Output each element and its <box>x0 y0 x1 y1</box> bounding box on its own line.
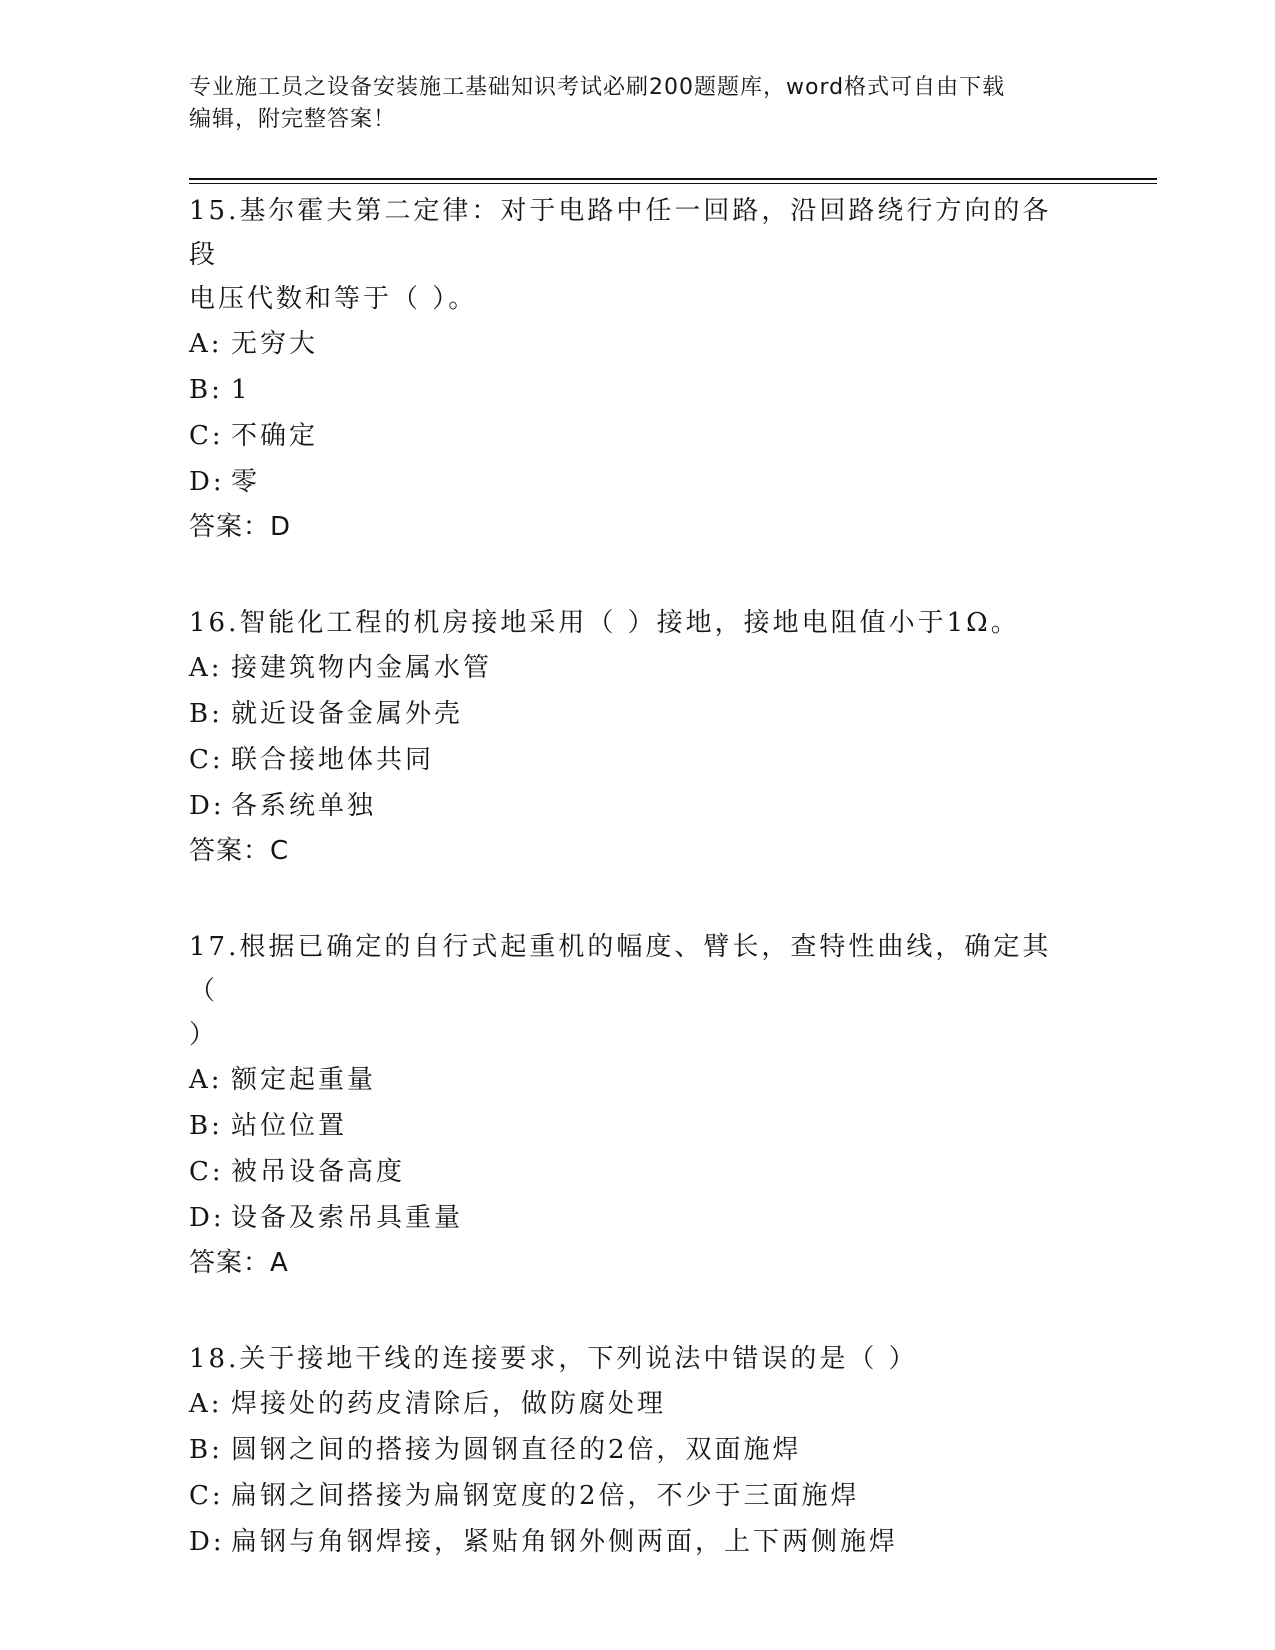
option-c <box>189 1149 1069 1195</box>
option-letter: D: <box>189 1203 225 1233</box>
answer-line: 答案：C <box>189 836 290 866</box>
question-spacer <box>189 549 1069 601</box>
option-d <box>189 1519 1069 1565</box>
option-text: 焊接处的药皮清除后，做防腐处理 <box>231 1389 667 1419</box>
option-d <box>189 459 1069 505</box>
option-text: 不确定 <box>231 421 319 451</box>
option-letter: B: <box>189 375 223 405</box>
option-a <box>189 1057 1069 1103</box>
question-spacer <box>189 873 1069 925</box>
question-stem-continued: 电压代数和等于（ ）。 <box>189 284 478 314</box>
option-text: 额定起重量 <box>231 1065 377 1095</box>
option-letter: B: <box>189 1435 223 1465</box>
option-d <box>189 1195 1069 1241</box>
option-letter: C: <box>189 1157 224 1187</box>
option-c <box>189 1473 1069 1519</box>
option-text: 各系统单独 <box>231 791 377 821</box>
option-b <box>189 367 1069 413</box>
question-spacer <box>189 1285 1069 1337</box>
option-letter: C: <box>189 1481 224 1511</box>
option-letter: D: <box>189 1527 225 1557</box>
question-18 <box>189 1337 1069 1565</box>
option-d <box>189 783 1069 829</box>
answer-line: 答案：D <box>189 512 292 542</box>
option-a <box>189 645 1069 691</box>
option-b <box>189 691 1069 737</box>
question-stem: 16.智能化工程的机房接地采用（ ）接地，接地电阻值小于1Ω。 <box>189 608 1020 638</box>
option-letter: A: <box>189 1065 223 1095</box>
option-text: 站位位置 <box>231 1111 348 1141</box>
option-letter: C: <box>189 421 224 451</box>
document-header <box>189 72 1069 136</box>
option-c <box>189 737 1069 783</box>
option-b <box>189 1427 1069 1473</box>
option-text: 1 <box>231 375 251 405</box>
question-15 <box>189 189 1069 549</box>
question-stem: 15.基尔霍夫第二定律：对于电路中任一回路，沿回路绕行方向的各段 <box>189 196 1052 270</box>
header-line-2: 编辑，附完整答案！ <box>189 107 397 132</box>
question-17 <box>189 925 1069 1285</box>
option-text: 被吊设备高度 <box>231 1157 406 1187</box>
option-c <box>189 413 1069 459</box>
question-stem-continued: ） <box>189 1020 219 1050</box>
header-line-1: 专业施工员之设备安装施工基础知识考试必刷200题题库，word格式可自由下载 <box>189 75 1006 100</box>
option-text: 扁钢之间搭接为扁钢宽度的2倍，不少于三面施焊 <box>231 1481 860 1511</box>
option-letter: D: <box>189 467 225 497</box>
question-list <box>189 189 1069 1565</box>
option-letter: A: <box>189 1389 223 1419</box>
option-letter: A: <box>189 329 223 359</box>
option-text: 就近设备金属外壳 <box>231 699 464 729</box>
option-letter: A: <box>189 653 223 683</box>
option-text: 联合接地体共同 <box>231 745 435 775</box>
option-a <box>189 1381 1069 1427</box>
option-text: 接建筑物内金属水管 <box>231 653 493 683</box>
option-letter: B: <box>189 1111 223 1141</box>
question-16 <box>189 601 1069 873</box>
question-stem: 18.关于接地干线的连接要求，下列说法中错误的是（ ） <box>189 1344 918 1374</box>
option-b <box>189 1103 1069 1149</box>
option-text: 扁钢与角钢焊接，紧贴角钢外侧两面，上下两侧施焊 <box>231 1527 899 1557</box>
option-a <box>189 321 1069 367</box>
answer-line: 答案：A <box>189 1248 289 1278</box>
option-text: 零 <box>231 467 261 497</box>
option-text: 无穷大 <box>231 329 319 359</box>
option-letter: B: <box>189 699 223 729</box>
header-divider-thin <box>189 183 1157 184</box>
option-text: 圆钢之间的搭接为圆钢直径的2倍，双面施焊 <box>231 1435 802 1465</box>
option-letter: C: <box>189 745 224 775</box>
option-letter: D: <box>189 791 225 821</box>
question-stem: 17.根据已确定的自行式起重机的幅度、臂长，查特性曲线，确定其（ <box>189 932 1052 1006</box>
option-text: 设备及索吊具重量 <box>231 1203 464 1233</box>
header-divider-thick <box>189 178 1157 180</box>
